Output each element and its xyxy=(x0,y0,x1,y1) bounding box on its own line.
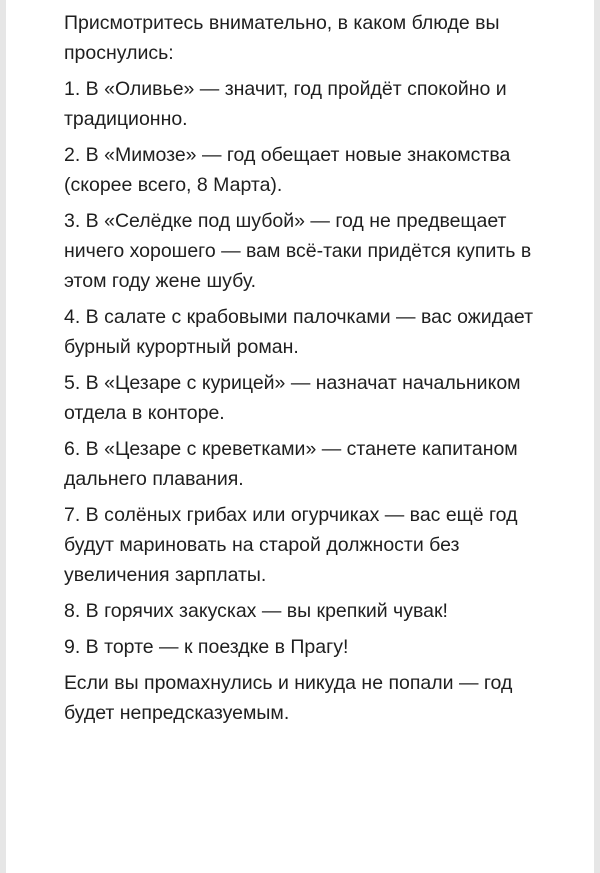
list-item: 8. В горячих закусках — вы крепкий чувак! xyxy=(64,600,448,622)
list-item: 5. В «Цезаре с курицей» — назначат начальником отдела в конторе. xyxy=(64,372,521,424)
list-item: 1. В «Оливье» — значит, год пройдёт спокойно и традиционно. xyxy=(64,78,507,130)
list-item: 9. В торте — к поездке в Прагу! xyxy=(64,636,349,658)
list-item: 2. В «Мимозе» — год обещает новые знакомства (скорее всего, 8 Марта). xyxy=(64,144,511,196)
intro-text: Присмотритесь внимательно, в каком блюде вы проснулись: xyxy=(64,12,500,64)
post-text xyxy=(64,8,564,728)
list-item: 3. В «Селёдке под шубой» — год не предвещает ничего хорошего — вам всё-таки придётся купить в этом году жене шубу. xyxy=(64,210,532,292)
list-item: 7. В солёных грибах или огурчиках — вас ещё год будут мариновать на старой должности без увеличения зарплаты. xyxy=(64,504,518,586)
list-item: 4. В салате с крабовыми палочками — вас ожидает бурный курортный роман. xyxy=(64,306,534,358)
list-item: 6. В «Цезаре с креветками» — станете капитаном дальнего плавания. xyxy=(64,438,518,490)
outro-text: Если вы промахнулись и никуда не попали — год будет непредсказуемым. xyxy=(64,672,513,724)
